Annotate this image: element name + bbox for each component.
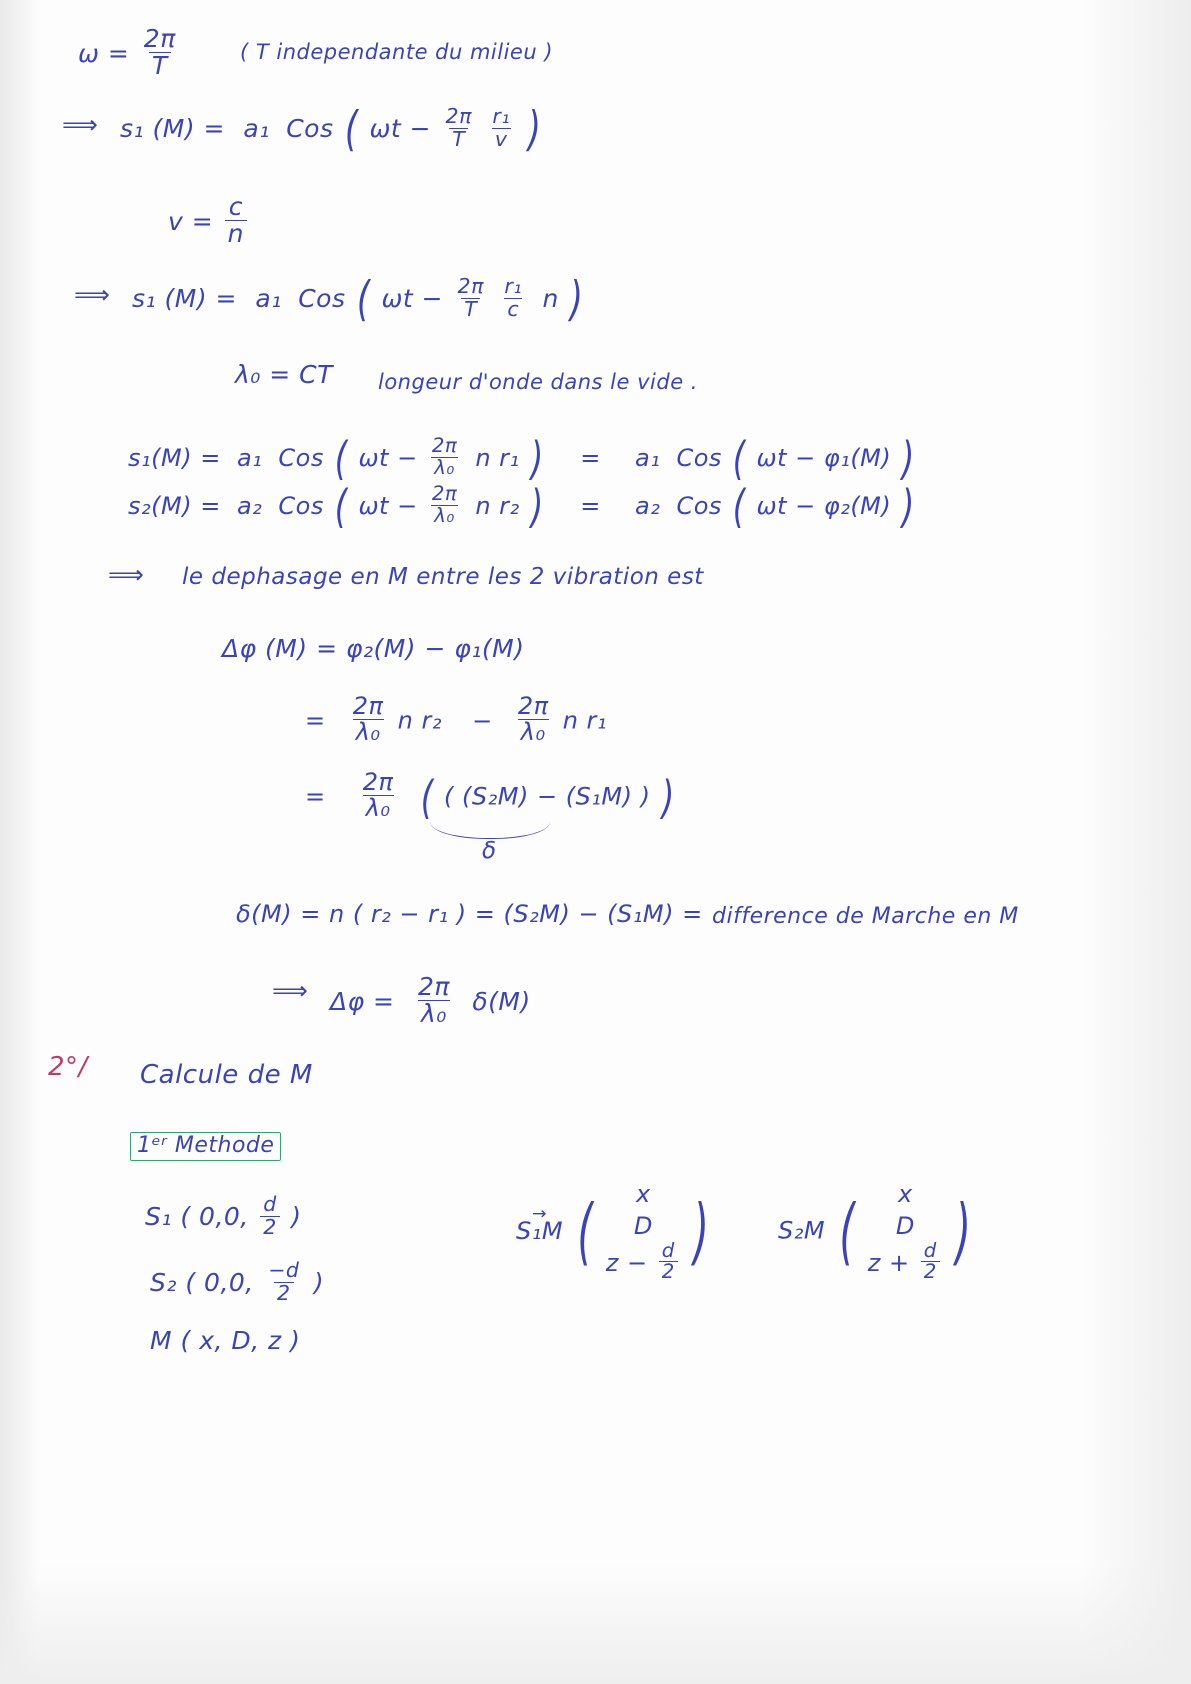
equation-s1-lambda: [128, 432, 918, 486]
phase-phi1: ωt − φ₁(M): [756, 444, 892, 473]
text-difference-de-marche: difference de Marche en M: [712, 904, 1019, 929]
f-den: T: [449, 128, 468, 151]
implies-arrow-2: ⟹: [74, 280, 108, 309]
omega-lhs: ω =: [78, 38, 130, 68]
term-n-r1: n r₁: [562, 706, 608, 735]
term-n-r2: n r₂: [475, 492, 520, 521]
equation-omega: [78, 24, 182, 82]
open-paren: (: [334, 432, 348, 486]
definition-lambda0-text: longeur d'onde dans le vide .: [378, 370, 698, 394]
implies-arrow-4: ⟹: [272, 976, 306, 1005]
fraction-minus-d-over-2: [265, 1260, 302, 1304]
phase-prefix: ωt −: [358, 492, 418, 521]
f-num: 2π: [362, 768, 394, 796]
amplitude-a2-rhs: a₂: [634, 492, 661, 521]
f-den: v: [492, 128, 511, 151]
refractive-index-n: n: [542, 284, 559, 314]
equation-delta-phi-final: [330, 972, 531, 1030]
omega-denominator: T: [149, 52, 171, 79]
equals-sign: =: [305, 782, 326, 811]
amplitude-a1: a₁: [255, 284, 282, 314]
fraction-c-over-n: [225, 194, 247, 248]
fraction-d-over-2: [921, 1238, 940, 1284]
underbrace-curve: [430, 822, 550, 839]
f-den: 2: [260, 1216, 280, 1239]
underbrace-label-delta: δ: [482, 838, 497, 864]
fraction-2pi-over-lambda0: [429, 436, 460, 478]
cos-label-rhs: Cos: [676, 492, 722, 521]
page-shadow-bottom: [0, 1564, 1191, 1684]
f-num: 2π: [417, 972, 450, 1001]
omega-numerator: 2π: [143, 24, 176, 53]
page-shadow-right: [1081, 0, 1191, 1684]
f-num: 2π: [352, 692, 384, 720]
equation-delta-phi-def: Δφ (M) = φ₂(M) − φ₁(M): [222, 634, 525, 663]
amplitude-a1: a₁: [243, 114, 270, 144]
cos-label-rhs: Cos: [676, 444, 722, 473]
f-num: 2π: [431, 482, 458, 505]
equals-sign: =: [580, 492, 601, 521]
s1-lhs: s₁ (M) =: [120, 114, 225, 144]
component-z-prefix: z −: [605, 1248, 648, 1277]
f-den: 2: [921, 1261, 940, 1283]
equation-s1-of-M-c: [132, 272, 586, 328]
delta-phi-lhs: Δφ =: [330, 986, 395, 1016]
component-y: D: [633, 1212, 653, 1241]
fraction-d-over-2: [659, 1238, 678, 1284]
fraction-r1-over-v: [489, 106, 513, 150]
f-num: r₁: [504, 274, 523, 298]
f-den: λ₀: [363, 795, 394, 821]
omega-fraction: [141, 26, 179, 80]
method-label-box: [130, 1132, 281, 1161]
open-paren: (: [732, 432, 746, 486]
fraction-2pi-over-lambda0: [360, 770, 397, 821]
f-den: 2: [659, 1261, 678, 1283]
equation-speed-v: [168, 192, 250, 250]
close-paren: ): [530, 432, 544, 486]
open-paren: (: [344, 102, 359, 158]
amplitude-a1-rhs: a₁: [634, 444, 661, 473]
close-paren: ): [527, 102, 541, 158]
coords-S2: [150, 1258, 325, 1306]
path-difference-expression: ( (S₂M) − (S₁M) ): [444, 782, 651, 811]
minus-sign: −: [472, 706, 493, 735]
f-den: λ₀: [518, 719, 549, 745]
open-paren: (: [839, 1189, 856, 1274]
phase-phi2: ωt − φ₂(M): [756, 492, 892, 521]
component-x: x: [897, 1180, 913, 1208]
f-num: 2π: [457, 274, 484, 298]
close-paren: ): [955, 1189, 971, 1274]
underbrace-delta: [430, 822, 550, 839]
close-paren: ): [902, 432, 915, 486]
s1-lhs: s₁(M) =: [128, 444, 221, 473]
term-n-r1: n r₁: [475, 444, 520, 473]
open-paren: (: [356, 272, 371, 328]
component-x: x: [635, 1180, 651, 1208]
open-paren-outer: (: [420, 770, 434, 824]
equation-s2-lambda: [128, 480, 918, 534]
f-den: λ₀: [431, 505, 458, 527]
component-z: [867, 1238, 943, 1285]
close-paren: ): [530, 480, 544, 534]
f-den: n: [225, 220, 247, 247]
equation-delta-phi-expanded: [305, 692, 608, 747]
f-num: d: [923, 1238, 937, 1262]
f-den: λ₀: [418, 1000, 450, 1027]
f-den: 2: [274, 1282, 294, 1305]
S1-suffix: ): [291, 1202, 302, 1232]
fraction-2pi-over-lambda0: [429, 484, 460, 526]
vector-S2M: [778, 1178, 977, 1285]
coords-S1: [145, 1192, 302, 1240]
phase-prefix: ωt −: [381, 284, 444, 314]
S1-prefix: S₁ ( 0,0,: [145, 1202, 249, 1232]
text-dephasage: le dephasage en M entre les 2 vibration est: [182, 564, 704, 590]
S2-prefix: S₂ ( 0,0,: [150, 1268, 254, 1298]
equation-delta-of-M: δ(M) = n ( r₂ − r₁ ) = (S₂M) − (S₁M) =: [236, 900, 703, 928]
component-y: D: [895, 1212, 915, 1241]
cos-label: Cos: [286, 114, 334, 144]
implies-arrow-3: ⟹: [108, 560, 142, 589]
f-num: 2π: [517, 692, 549, 720]
vector-S2M-components: [833, 1178, 977, 1285]
vector-S1M-label: S₁M →: [516, 1219, 563, 1243]
definition-lambda0: λ₀ = CT: [235, 360, 333, 389]
equation-s1-of-M-v: [120, 102, 544, 158]
page-shadow-left: [0, 0, 40, 1684]
cos-label: Cos: [278, 444, 324, 473]
amplitude-a1: a₁: [236, 444, 263, 473]
phase-prefix: ωt −: [358, 444, 418, 473]
S2-suffix: ): [313, 1268, 325, 1298]
f-num: d: [661, 1238, 675, 1262]
note-period-independent: ( T independante du milieu ): [240, 40, 554, 64]
fraction-2pi-over-lambda0: [415, 974, 453, 1028]
f-num: r₁: [492, 104, 511, 128]
f-den: T: [461, 298, 480, 321]
open-paren: (: [334, 480, 348, 534]
cos-label: Cos: [298, 284, 346, 314]
close-paren: ): [693, 1189, 709, 1274]
v-lhs: v =: [168, 206, 214, 236]
vector-S2M-label: S₂M: [778, 1216, 826, 1245]
open-paren: (: [577, 1189, 594, 1274]
fraction-2pi-over-lambda0-b: [515, 694, 552, 745]
term-n-r2: n r₂: [397, 706, 442, 735]
fraction-2pi-over-T: [443, 106, 475, 150]
equals-sign: =: [305, 706, 326, 735]
fraction-d-over-2: [260, 1194, 280, 1238]
s2-lhs: s₂(M) =: [128, 492, 221, 521]
f-den: λ₀: [431, 457, 458, 479]
component-z: [605, 1238, 681, 1285]
component-z-prefix: z +: [867, 1248, 910, 1277]
equals-sign: =: [580, 444, 601, 473]
f-num: 2π: [431, 434, 458, 457]
equation-delta-phi-factored: [305, 768, 677, 824]
vector-S1M-components: [571, 1178, 715, 1285]
fraction-2pi-over-lambda0-a: [350, 694, 387, 745]
amplitude-a2: a₂: [236, 492, 263, 521]
f-den: c: [504, 298, 522, 321]
open-paren: (: [732, 480, 746, 534]
delta-of-M: δ(M): [472, 986, 531, 1016]
f-num: d: [263, 1192, 277, 1216]
cos-label: Cos: [278, 492, 324, 521]
implies-arrow-1: ⟹: [62, 110, 96, 139]
s1-lhs: s₁ (M) =: [132, 284, 237, 314]
close-paren: ): [570, 272, 584, 328]
question-title-calcule-de-M: Calcule de M: [140, 1060, 313, 1090]
phase-prefix: ωt −: [369, 114, 432, 144]
f-num: 2π: [445, 104, 472, 128]
vector-S1M: [516, 1178, 715, 1285]
coords-M: M ( x, D, z ): [150, 1326, 301, 1355]
method-label: 1ᵉʳ Methode: [130, 1132, 281, 1161]
f-num: −d: [268, 1258, 300, 1282]
fraction-2pi-over-T: [455, 276, 487, 320]
close-paren: ): [902, 480, 915, 534]
f-den: λ₀: [353, 719, 384, 745]
question-number-2: 2°/: [48, 1052, 88, 1082]
f-num: c: [228, 192, 243, 221]
fraction-r1-over-c: [501, 276, 525, 320]
close-paren-outer: ): [661, 770, 675, 824]
